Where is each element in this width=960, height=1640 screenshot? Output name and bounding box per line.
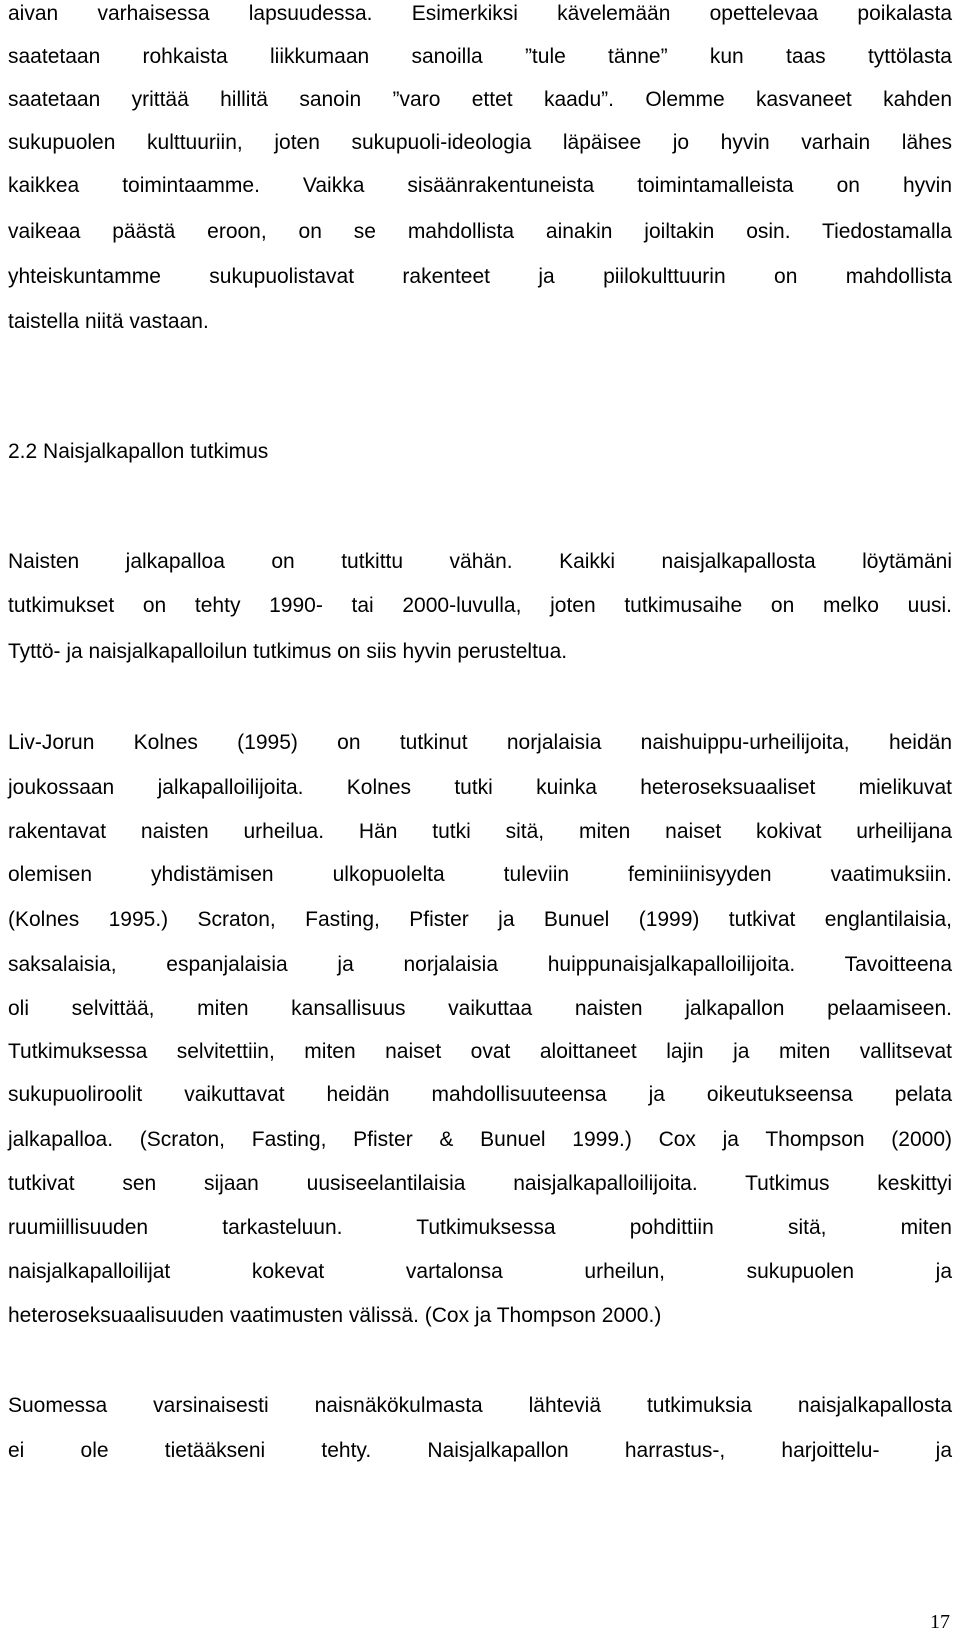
text-line: tutkivat sen sijaan uusiseelantilaisia naisjalkapalloilijoita. Tutkimus keskittyi [8,1172,952,1195]
text-line: aivan varhaisessa lapsuudessa. Esimerkiksi kävelemään opettelevaa poikalasta [8,2,952,25]
page-number: 17 [930,1611,950,1633]
text-line: ruumiillisuuden tarkasteluun. Tutkimuksessa pohdittiin sitä, miten [8,1216,952,1239]
text-line: sukupuolen kulttuuriin, joten sukupuoli-ideologia läpäisee jo hyvin varhain lähes [8,131,952,154]
text-line: naisjalkapalloilijat kokevat vartalonsa urheilun, sukupuolen ja [8,1260,952,1283]
text-line: (Kolnes 1995.) Scraton, Fasting, Pfister ja Bunuel (1999) tutkivat englantilaisia, [8,908,952,931]
text-line: sukupuoliroolit vaikuttavat heidän mahdollisuuteensa ja oikeutukseensa pelata [8,1083,952,1106]
text-line: Tutkimuksessa selvitettiin, miten naiset ovat aloittaneet lajin ja miten vallitsevat [8,1040,952,1063]
text-line: jalkapalloa. (Scraton, Fasting, Pfister & Bunuel 1999.) Cox ja Thompson (2000) [8,1128,952,1151]
text-line: oli selvittää, miten kansallisuus vaikuttaa naisten jalkapallon pelaamiseen. [8,997,952,1020]
text-line: joukossaan jalkapalloilijoita. Kolnes tutki kuinka heteroseksuaaliset mielikuvat [8,776,952,799]
text-line: yhteiskuntamme sukupuolistavat rakenteet ja piilokulttuurin on mahdollista [8,265,952,288]
text-line: ei ole tietääkseni tehty. Naisjalkapallon harrastus-, harjoittelu- ja [8,1439,952,1462]
text-line: kaikkea toimintaamme. Vaikka sisäänrakentuneista toimintamalleista on hyvin [8,174,952,197]
text-line: olemisen yhdistämisen ulkopuolelta tuleviin feminiinisyyden vaatimuksiin. [8,863,952,886]
text-line: Naisten jalkapalloa on tutkittu vähän. Kaikki naisjalkapallosta löytämäni [8,550,952,573]
text-line: rakentavat naisten urheilua. Hän tutki sitä, miten naiset kokivat urheilijana [8,820,952,843]
text-line: saatetaan rohkaista liikkumaan sanoilla ”tule tänne” kun taas tyttölasta [8,45,952,68]
text-line: tutkimukset on tehty 1990- tai 2000-luvulla, joten tutkimusaihe on melko uusi. [8,594,952,617]
document-page [8,0,952,1640]
text-line: Liv-Jorun Kolnes (1995) on tutkinut norjalaisia naishuippu-urheilijoita, heidän [8,731,952,754]
text-line: saksalaisia, espanjalaisia ja norjalaisia huippunaisjalkapalloilijoita. Tavoitteena [8,953,952,976]
text-line: Tyttö- ja naisjalkapalloilun tutkimus on siis hyvin perusteltua. [8,640,568,663]
text-line: taistella niitä vastaan. [8,310,209,333]
text-line: vaikeaa päästä eroon, on se mahdollista ainakin joiltakin osin. Tiedostamalla [8,220,952,243]
text-line: saatetaan yrittää hillitä sanoin ”varo ettet kaadu”. Olemme kasvaneet kahden [8,88,952,111]
text-line: Suomessa varsinaisesti naisnäkökulmasta lähteviä tutkimuksia naisjalkapallosta [8,1394,952,1417]
section-heading: 2.2 Naisjalkapallon tutkimus [8,440,269,463]
text-line: heteroseksuaalisuuden vaatimusten välissä. (Cox ja Thompson 2000.) [8,1304,662,1327]
